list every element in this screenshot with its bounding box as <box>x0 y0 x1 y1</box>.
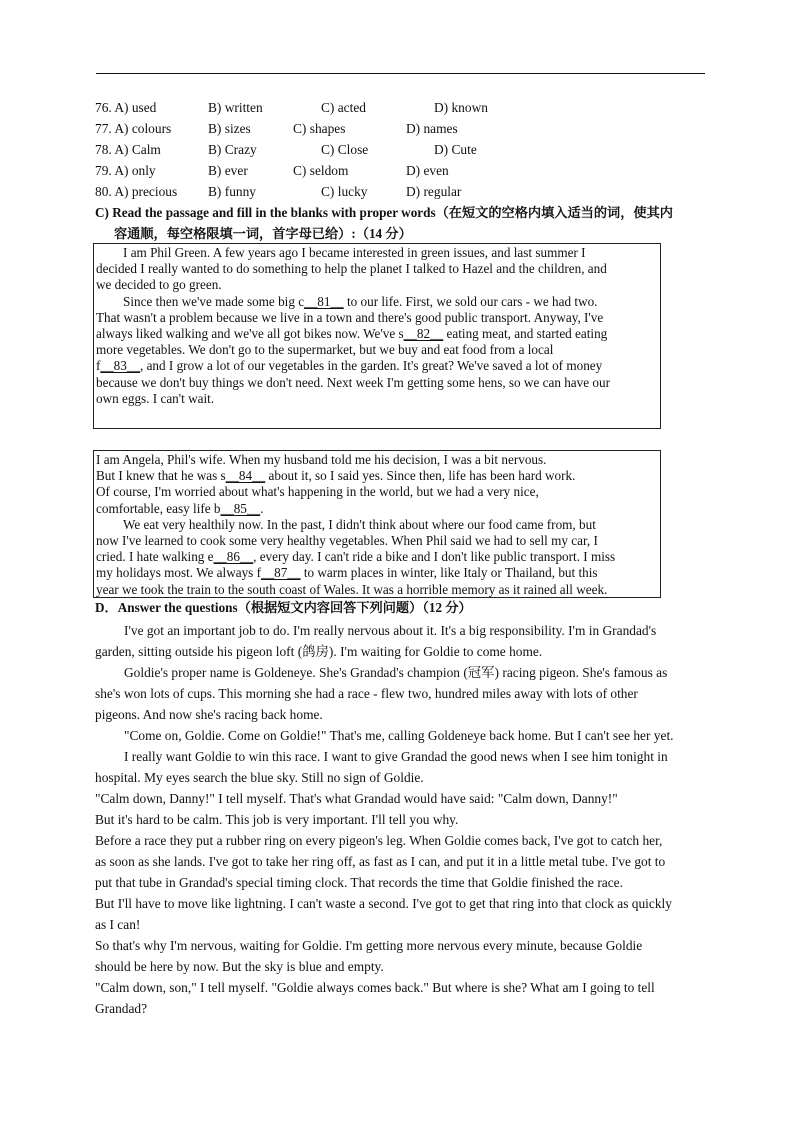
blank-86: __86__ <box>213 549 254 565</box>
box-line: year we took the train to the south coast of Wales. It was a horrible memory as it rained all week. <box>96 581 608 597</box>
box-line <box>94 326 660 342</box>
blank-83: __83__ <box>100 358 140 374</box>
text: But I knew that he was s <box>96 468 226 484</box>
box-line: decided I really wanted to do something to help the planet I talked to Hazel and the children, and <box>96 261 607 277</box>
section-c-heading: C) Read the passage and fill in the blanks with proper words（在短文的空格内填入适当的词，使其内 <box>95 205 673 220</box>
box-line: Of course, I'm worried about what's happening in the world, but we had a very nice, <box>96 484 539 500</box>
option-b: B) sizes <box>208 121 251 136</box>
text: . <box>260 500 264 516</box>
blank-85: __85__ <box>220 500 261 516</box>
passage-line: Before a race they put a rubber ring on every pigeon's leg. When Goldie comes back, I've got to catch her, <box>95 833 663 848</box>
text: comfortable, easy life b <box>96 500 221 516</box>
option-row <box>95 139 695 160</box>
box-line: now I've learned to cook some very healthy vegetables. When Phil said we had to sell my car, I <box>96 532 598 548</box>
option-b: B) Crazy <box>208 142 257 157</box>
box-line <box>94 565 660 581</box>
text: eating meat, and started eating <box>443 325 608 341</box>
box-line <box>94 501 660 517</box>
option-a: 80. A) precious <box>95 184 178 199</box>
text: f <box>96 358 101 374</box>
box-line <box>94 294 660 310</box>
option-row <box>95 118 695 139</box>
option-d: D) known <box>434 100 488 115</box>
passage-line: But it's hard to be calm. This job is very important. I'll tell you why. <box>95 812 459 827</box>
option-d: D) regular <box>406 184 462 199</box>
option-a: 79. A) only <box>95 163 156 178</box>
passage-line: as I can! <box>95 917 141 932</box>
option-row <box>95 160 695 181</box>
option-a: 78. A) Calm <box>95 142 161 157</box>
option-c: C) acted <box>321 100 366 115</box>
section-d-heading: D．Answer the questions（根据短文内容回答下列问题）（12 分） <box>95 600 472 615</box>
blank-87: __87__ <box>260 565 301 581</box>
option-d: D) even <box>406 163 449 178</box>
option-c: C) Close <box>321 142 369 157</box>
passage-line: But I'll have to move like lightning. I can't waste a second. I've got to get that ring into that clock as quickly <box>95 896 672 911</box>
box-line: I am Phil Green. A few years ago I became interested in green issues, and last summer I <box>123 245 586 260</box>
passage-line: "Come on, Goldie. Come on Goldie!" That's me, calling Goldeneye back home. But I can't see her yet. <box>124 728 674 743</box>
option-b: B) funny <box>208 184 256 199</box>
blank-84: __84__ <box>225 468 266 484</box>
option-c: C) seldom <box>293 163 349 178</box>
passage-line: garden, sitting outside his pigeon loft (鸽房). I'm waiting for Goldie to come home. <box>95 644 543 659</box>
passage-line: put that tube in Grandad's special timing clock. That records the time that Goldie finished the race. <box>95 875 623 890</box>
text: , every day. I can't ride a bike and I don't like public transport. I miss <box>253 549 616 565</box>
options-list <box>95 97 695 202</box>
text: about it, so I said yes. Since then, life has been hard work. <box>265 468 576 484</box>
option-a: 77. A) colours <box>95 121 172 136</box>
passage-box-angela <box>93 450 661 598</box>
option-row <box>95 97 695 118</box>
text: to our life. First, we sold our cars - we had two. <box>343 293 598 309</box>
option-b: B) written <box>208 100 263 115</box>
passage-line: pigeons. And now she's racing back home. <box>95 707 323 722</box>
option-c: C) shapes <box>293 121 346 136</box>
passage-line: as soon as she lands. I've got to take her ring off, as fast as I can, and put it in a little metal tube. I've got to <box>95 854 666 869</box>
box-line <box>94 549 660 565</box>
passage-box-phil <box>93 243 661 429</box>
text: , and I grow a lot of our vegetables in the garden. It's great? We've saved a lot of money <box>139 358 603 374</box>
option-c: C) lucky <box>321 184 368 199</box>
box-line: We eat very healthily now. In the past, I didn't think about where our food came from, but <box>123 516 596 532</box>
box-line: more vegetables. We don't go to the supermarket, but we buy and eat food from a local <box>96 342 554 358</box>
box-line: That wasn't a problem because we live in a town and there's good public transport. Anyway, I've <box>96 309 604 325</box>
box-line <box>94 358 660 374</box>
passage-line: hospital. My eyes search the blue sky. Still no sign of Goldie. <box>95 770 424 785</box>
passage-line: Goldie's proper name is Goldeneye. She's Grandad's champion (冠军) racing pigeon. She's famous as <box>124 665 668 680</box>
option-a: 76. A) used <box>95 100 157 115</box>
option-d: D) names <box>406 121 458 136</box>
text: always liked walking and we've all got bikes now. We've s <box>96 325 404 341</box>
box-line: we decided to go green. <box>96 277 222 293</box>
text: Since then we've made some big c <box>123 293 305 309</box>
passage-line: should be here by now. But the sky is blue and empty. <box>95 959 384 974</box>
passage-line: So that's why I'm nervous, waiting for Goldie. I'm getting more nervous every minute, because Goldie <box>95 938 643 953</box>
passage-line: I really want Goldie to win this race. I want to give Grandad the good news when I see him tonight in <box>124 749 668 764</box>
passage-line: I've got an important job to do. I'm really nervous about it. It's a big responsibility. I'm in Grandad's <box>124 623 657 638</box>
passage-line: "Calm down, Danny!" I tell myself. That's what Grandad would have said: "Calm down, Danny!" <box>95 791 618 806</box>
option-d: D) Cute <box>434 142 477 157</box>
option-row <box>95 181 695 202</box>
box-line: because we don't buy things we don't need. Next week I'm getting some hens, so we can have our <box>96 374 610 390</box>
box-line: own eggs. I can't wait. <box>96 390 215 406</box>
text: cried. I hate walking e <box>96 549 214 565</box>
text: my holidays most. We always f <box>96 565 261 581</box>
box-line <box>94 468 660 484</box>
passage-line: she's won lots of cups. This morning she had a race - flew two, hundred miles away with lots of other <box>95 686 638 701</box>
header-rule <box>96 73 705 74</box>
passage-d <box>95 620 707 1019</box>
blank-82: __82__ <box>403 325 444 341</box>
passage-line: Grandad? <box>95 1001 148 1016</box>
text: to warm places in winter, like Italy or Thailand, but this <box>300 565 598 581</box>
passage-line: "Calm down, son," I tell myself. "Goldie always comes back." But where is she? What am I going to tell <box>95 980 655 995</box>
box-line: I am Angela, Phil's wife. When my husband told me his decision, I was a bit nervous. <box>96 452 547 467</box>
blank-81: __81__ <box>304 293 344 309</box>
section-c-heading-cont: 容通顺，每空格限填一词，首字母已给）:（14 分） <box>114 226 412 241</box>
option-b: B) ever <box>208 163 248 178</box>
